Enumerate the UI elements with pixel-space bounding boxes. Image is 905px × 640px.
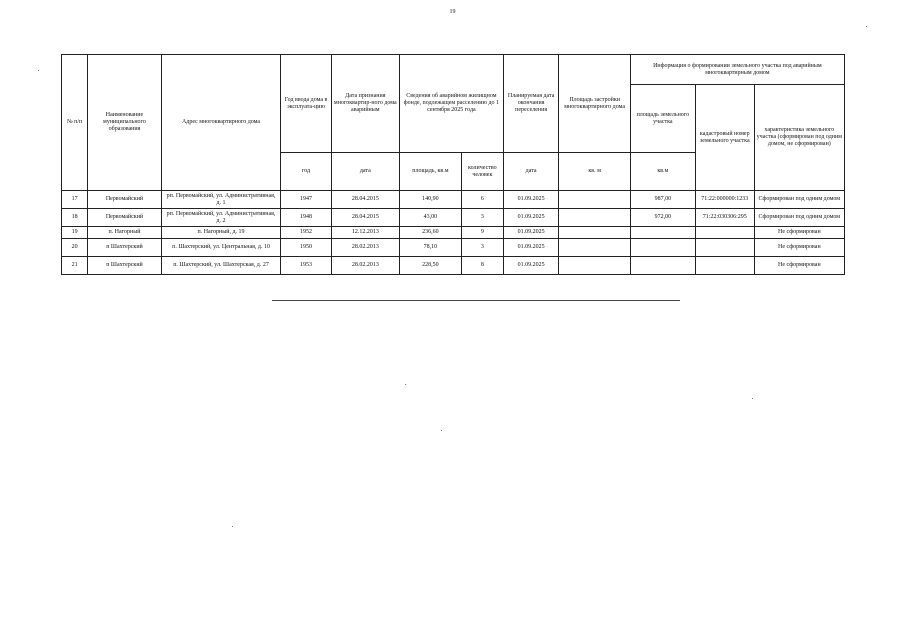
- table-row: [62, 191, 845, 209]
- row-land-status: Не сформирован: [754, 227, 844, 239]
- row-year: 1953: [281, 257, 331, 275]
- row-municipality: Первомайский: [88, 191, 161, 209]
- row-cadastral: [695, 257, 754, 275]
- row-area: 140,90: [399, 191, 461, 209]
- row-address: п. Нагорный, д. 19: [161, 227, 281, 239]
- row-date: 12.12.2013: [331, 227, 399, 239]
- row-people: 3: [461, 209, 503, 227]
- row-address: п. Шахтерский, ул. Шахтерская, д. 27: [161, 257, 281, 275]
- header-land-area: площадь земельного участка: [630, 85, 695, 153]
- table-row: [62, 209, 845, 227]
- row-year: 1950: [281, 239, 331, 257]
- row-building-area: [559, 209, 630, 227]
- scan-speck: [38, 70, 39, 71]
- row-area: 43,00: [399, 209, 461, 227]
- scan-speck: [405, 384, 406, 385]
- header-planned-end: Планируемая дата окончания переселения: [503, 55, 559, 153]
- unit-area-sqm: площадь, кв.м: [399, 153, 461, 191]
- scan-speck: [752, 398, 753, 399]
- row-municipality: п. Нагорный: [88, 227, 161, 239]
- row-building-area: [559, 191, 630, 209]
- table-row: [62, 239, 845, 257]
- header-municipality: Наименование муниципального образования: [88, 55, 161, 191]
- row-land-area: [630, 257, 695, 275]
- header-num: № п/п: [62, 55, 88, 191]
- page-number: 19: [449, 9, 456, 15]
- header-cadastral: кадастровый номер земельного участка: [695, 85, 754, 191]
- row-cadastral: 71:22:000000:1233: [695, 191, 754, 209]
- unit-building-sqm: кв. м: [559, 153, 630, 191]
- row-address: рп. Первомайский, ул. Административная, д. 1: [161, 191, 281, 209]
- header-year-commissioned: Год ввода дома в эксплуата-цию: [281, 55, 331, 153]
- row-land-status: Не сформирован: [754, 257, 844, 275]
- row-num: 17: [62, 191, 88, 209]
- unit-people-count: количество человек: [461, 153, 503, 191]
- row-cadastral: 71:22:030306:295: [695, 209, 754, 227]
- row-date: 28.02.2013: [331, 257, 399, 275]
- row-land-area: [630, 227, 695, 239]
- row-planned: 01.09.2025: [503, 227, 559, 239]
- unit-date: дата: [331, 153, 399, 191]
- unit-land-sqm: кв.м: [630, 153, 695, 191]
- row-area: 78,10: [399, 239, 461, 257]
- row-land-area: [630, 239, 695, 257]
- row-num: 18: [62, 209, 88, 227]
- row-people: 9: [461, 227, 503, 239]
- scan-speck: [866, 26, 867, 27]
- row-date: 28.04.2015: [331, 209, 399, 227]
- row-people: 3: [461, 239, 503, 257]
- scan-speck: [232, 526, 233, 527]
- row-municipality: п Шахтерский: [88, 257, 161, 275]
- row-municipality: Первомайский: [88, 209, 161, 227]
- header-land-characteristic: характеристика земельного участка (сформирован под одним домом, не сформирован): [754, 85, 844, 191]
- row-building-area: [559, 257, 630, 275]
- header-emergency-fund: Сведения об аварийном жилищном фонде, подлежащем расселению до 1 сентября 2025 года: [399, 55, 503, 153]
- row-planned: 01.09.2025: [503, 191, 559, 209]
- scan-speck: [441, 430, 442, 431]
- row-year: 1947: [281, 191, 331, 209]
- emergency-housing-table: [61, 54, 845, 275]
- table-row: [62, 227, 845, 239]
- row-planned: 01.09.2025: [503, 209, 559, 227]
- row-land-area: 972,00: [630, 209, 695, 227]
- row-area: 228,50: [399, 257, 461, 275]
- row-area: 236,60: [399, 227, 461, 239]
- row-land-status: Сформирован под одним домом: [754, 191, 844, 209]
- unit-year: год: [281, 153, 331, 191]
- row-building-area: [559, 239, 630, 257]
- row-date: 28.04.2015: [331, 191, 399, 209]
- closing-rule: [272, 300, 680, 301]
- row-address: п. Шахтерский, ул. Центральная, д. 10: [161, 239, 281, 257]
- row-people: 6: [461, 191, 503, 209]
- row-cadastral: [695, 227, 754, 239]
- row-num: 21: [62, 257, 88, 275]
- row-planned: 01.09.2025: [503, 257, 559, 275]
- row-year: 1948: [281, 209, 331, 227]
- table-row: [62, 257, 845, 275]
- row-planned: 01.09.2025: [503, 239, 559, 257]
- unit-planned-date: дата: [503, 153, 559, 191]
- row-num: 20: [62, 239, 88, 257]
- row-address: рп. Первомайский, ул. Административная, д. 2: [161, 209, 281, 227]
- row-building-area: [559, 227, 630, 239]
- header-building-area: Площадь застройки многоквартирного дома: [559, 55, 630, 153]
- row-people: 8: [461, 257, 503, 275]
- row-year: 1952: [281, 227, 331, 239]
- row-date: 28.02.2013: [331, 239, 399, 257]
- header-recognition-date: Дата признания многоквартир-ного дома аварийным: [331, 55, 399, 153]
- row-land-status: Сформирован под одним домом: [754, 209, 844, 227]
- row-municipality: п Шахтерский: [88, 239, 161, 257]
- row-num: 19: [62, 227, 88, 239]
- row-cadastral: [695, 239, 754, 257]
- row-land-area: 987,00: [630, 191, 695, 209]
- header-land-info: Информация о формировании земельного участка под аварийным многоквартирным домом: [630, 55, 844, 85]
- header-address: Адрес многоквартирного дома: [161, 55, 281, 191]
- row-land-status: Не сформирован: [754, 239, 844, 257]
